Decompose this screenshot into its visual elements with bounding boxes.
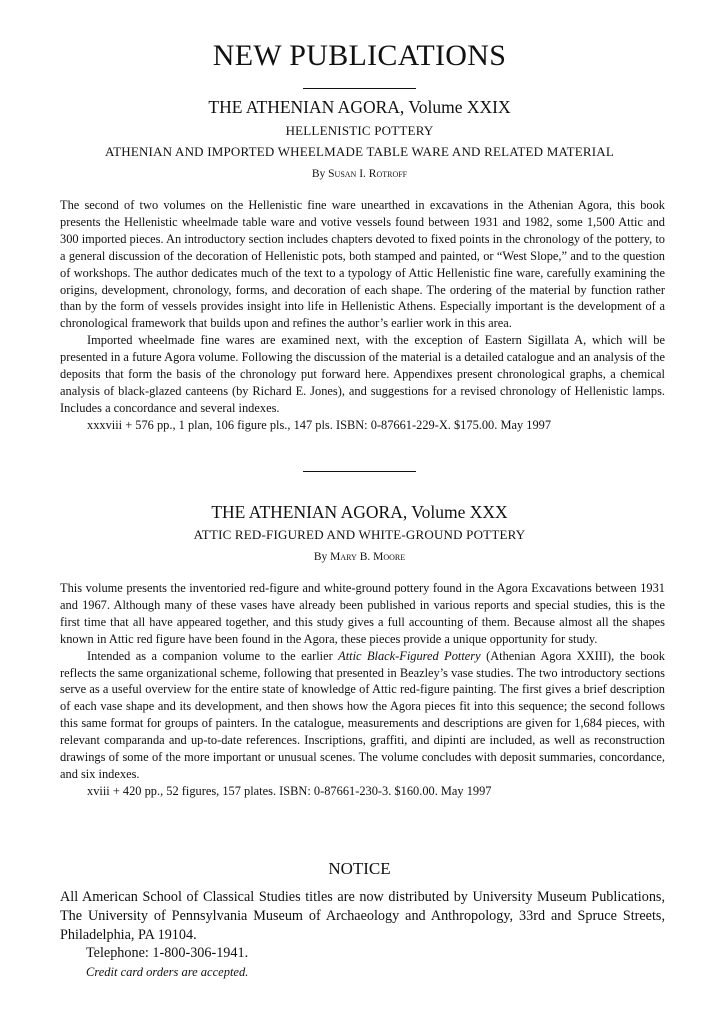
publication-description bbox=[60, 580, 665, 800]
divider bbox=[303, 88, 416, 89]
publication-byline bbox=[0, 549, 719, 565]
paragraph: Imported wheelmade fine wares are examined next, with the exception of Eastern Sigillata A, which will be presented in a future Agora volume. Following the discussion of the material is a detailed catalogue and an analysis of the deposits that form the basis of the chronology put forward here. Appendixes present chronological graphs, a chemical analysis of black-glazed canteens (by Richard E. Jones), and suggestions for a revised chronology of Hellenistic lamps. Includes a concordance and several indexes. bbox=[60, 333, 665, 415]
publication-subtitle: HELLENISTIC POTTERY bbox=[285, 123, 434, 138]
publication-details: xxxviii + 576 pp., 1 plan, 106 figure pls., 147 pls. ISBN: 0-87661-229-X. $175.00. May 1997 bbox=[87, 417, 552, 432]
author-name: Mary B. Moore bbox=[330, 551, 406, 563]
author-name: Susan I. Rotroff bbox=[328, 168, 408, 180]
paragraph-rest: (Athenian Agora XXIII), the book reflects the same organizational scheme, following that presented in Beazley’s vase studies. The two introductory sections serve as a useful overview for the entire state of knowledge of Attic red-figure painting. The first gives a brief description of each vase shape and its development, and then shows how the Agora pieces fit into this sequence; the second follows this same format for groups of painters. In the catalogue, measurements and descriptions are given for 1,684 pieces, with relevant comparanda and up-to-date references. Inscriptions, graffiti, and dipinti are included, as well as reconstruction drawings of some of the more important or unusual scenes. The volume concludes with deposit summaries, concordance, and six indexes. bbox=[60, 648, 665, 781]
notice-credit: Credit card orders are accepted. bbox=[86, 965, 249, 980]
byline-prefix: By bbox=[313, 551, 328, 563]
publication-title: THE ATHENIAN AGORA, Volume XXIX bbox=[208, 97, 511, 117]
paragraph-start: Intended as a companion volume to the earlier bbox=[87, 648, 333, 663]
paragraph: This volume presents the inventoried red-figure and white-ground pottery found in the Agora Excavations between 1931 and 1967. Although many of these vases have already been published in various reports and special studies, this is the first time that all have appeared together, and this study gives a full accounting of them. Because almost all the shapes known in Attic red figure have been found in the Agora, these pieces provide a unique opportunity for study. bbox=[60, 581, 665, 646]
cited-title: Attic Black-Figured Pottery bbox=[338, 648, 481, 663]
notice-telephone: Telephone: 1-800-306-1941. bbox=[86, 945, 249, 962]
paragraph bbox=[60, 648, 665, 783]
byline-prefix: By bbox=[311, 168, 326, 180]
notice-text: All American School of Classical Studies titles are now distributed by University Museum Publications, The University of Pennsylvania Museum of Archaeology and Anthropology, 33rd and Spruce Streets, Philadelphia, PA 19104. bbox=[60, 889, 665, 943]
publication-subtitle: ATTIC RED-FIGURED AND WHITE-GROUND POTTERY bbox=[193, 527, 526, 542]
notice-title: NOTICE bbox=[328, 859, 391, 878]
paragraph: The second of two volumes on the Hellenistic fine ware unearthed in excavations in the Athenian Agora, this book presents the Hellenistic wheelmade table ware and votive vessels found between 1931 and 1982, some 1,500 Attic and 300 imported pieces. An introductory section includes chapters devoted to fixed points in the chronology of the pottery, to a general discussion of the decoration of Hellenistic pots, both stamped and painted, or “West Slope,” and to the question of workshops. The author dedicates much of the text to a typology of Attic Hellenistic fine ware, carefully examining the origins, development, chronology, forms, and decoration of each shape. The ordering of the material by function rather than by the form of vessels provides insight into life in Hellenistic Athens. Especially important is the development of a chronological framework that builds upon and refines the author’s earlier work in this area. bbox=[60, 198, 665, 331]
page-title: NEW PUBLICATIONS bbox=[212, 39, 507, 72]
publication-subtitle-2: ATHENIAN AND IMPORTED WHEELMADE TABLE WARE AND RELATED MATERIAL bbox=[104, 144, 615, 159]
publication-details: xviii + 420 pp., 52 figures, 157 plates. ISBN: 0-87661-230-3. $160.00. May 1997 bbox=[87, 783, 492, 798]
publication-title: THE ATHENIAN AGORA, Volume XXX bbox=[211, 502, 508, 522]
notice-body bbox=[60, 888, 665, 982]
publication-byline bbox=[0, 166, 719, 182]
publication-description bbox=[60, 197, 665, 434]
divider bbox=[303, 471, 416, 472]
